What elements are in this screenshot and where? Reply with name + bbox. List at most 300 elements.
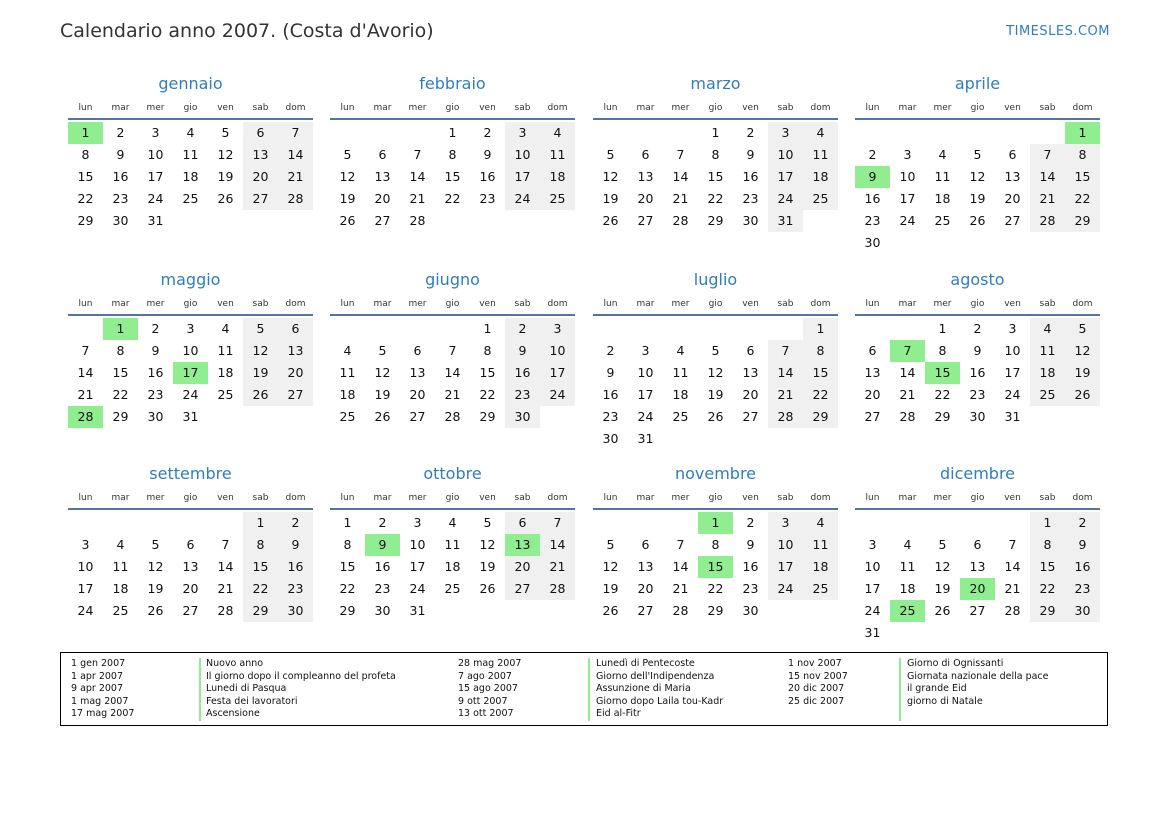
day-cell: 14 — [409, 169, 426, 184]
day-cell: 4 — [540, 122, 575, 144]
day-cell: 8 — [1065, 144, 1100, 166]
weekday-header — [68, 488, 313, 510]
weekday-label: sab — [777, 493, 794, 503]
day-cell: 27 — [1004, 213, 1021, 228]
day-cell: 28 — [444, 409, 461, 424]
day-cell: 19 — [339, 191, 356, 206]
weekday-label: mer — [146, 493, 165, 503]
day-cell: 9 — [746, 537, 755, 552]
legend-dates-col-3 — [788, 658, 848, 708]
day-cell: 22 — [243, 578, 278, 600]
legend-holiday-name: Lunedi di Pasqua — [206, 683, 287, 695]
day-cell: 10 — [768, 144, 803, 166]
empty-cell — [330, 318, 365, 340]
legend-names-col-2 — [596, 658, 723, 721]
day-cell: 2 — [505, 318, 540, 340]
weekday-label: mar — [111, 493, 130, 503]
day-cell: 27 — [182, 603, 199, 618]
day-cell: 29 — [479, 409, 496, 424]
day-cell: 15 — [803, 362, 838, 384]
weekday-label: dom — [810, 299, 831, 309]
weekday-header — [593, 98, 838, 120]
day-cell: 3 — [768, 512, 803, 534]
day-cell: 21 — [278, 166, 313, 188]
legend-holiday-name: Lunedì di Pentecoste — [596, 658, 695, 669]
day-cell: 18 — [672, 387, 689, 402]
holiday-day-cell: 17 — [173, 362, 208, 384]
day-cell: 1 — [243, 512, 278, 534]
weekday-header — [855, 488, 1100, 510]
day-cell: 12 — [479, 537, 496, 552]
day-cell: 19 — [707, 387, 724, 402]
month-name: agosto — [950, 270, 1005, 289]
day-cell: 14 — [540, 534, 575, 556]
day-cell: 5 — [151, 537, 160, 552]
weekday-label: sab — [514, 493, 531, 503]
empty-cell — [768, 318, 803, 340]
weekday-label: gio — [970, 103, 985, 113]
day-cell: 22 — [803, 384, 838, 406]
day-cell: 7 — [676, 147, 685, 162]
legend-holiday-name: Giorno di Ognissanti — [907, 658, 1004, 669]
day-cell: 17 — [540, 362, 575, 384]
month-gennaio — [68, 73, 313, 232]
day-cell: 19 — [217, 169, 234, 184]
day-cell: 18 — [1030, 362, 1065, 384]
weekday-label: dom — [547, 299, 568, 309]
day-cell: 9 — [505, 340, 540, 362]
weekday-label: lun — [603, 299, 618, 309]
day-cell: 6 — [973, 537, 982, 552]
weekday-label: mar — [373, 493, 392, 503]
day-cell: 21 — [409, 191, 426, 206]
day-cell: 15 — [444, 169, 461, 184]
day-cell: 25 — [1030, 384, 1065, 406]
day-cell: 12 — [1065, 340, 1100, 362]
weekday-label: mer — [933, 103, 952, 113]
empty-cell — [593, 122, 628, 144]
day-cell: 13 — [1004, 169, 1021, 184]
weekday-label: mar — [898, 103, 917, 113]
weekday-header — [855, 98, 1100, 120]
empty-cell — [855, 318, 890, 340]
holiday-day-cell: 15 — [925, 362, 960, 384]
legend-date: 1 gen 2007 — [71, 658, 126, 669]
weekday-label: mar — [636, 103, 655, 113]
month-name: settembre — [149, 464, 232, 483]
day-cell: 20 — [742, 387, 759, 402]
legend-holiday-name: Giorno dopo Laila tou-Kadr — [596, 695, 724, 707]
day-cell: 21 — [899, 387, 916, 402]
month-name: maggio — [160, 270, 221, 289]
day-cell: 8 — [803, 340, 838, 362]
day-cell: 26 — [707, 409, 724, 424]
day-cell: 2 — [116, 125, 125, 140]
day-cell: 18 — [540, 166, 575, 188]
day-cell: 22 — [1065, 188, 1100, 210]
weekday-label: mer — [408, 493, 427, 503]
weekday-label: dom — [810, 493, 831, 503]
weekday-label: ven — [479, 103, 496, 113]
legend-holiday-name: Giornata nazionale della pace — [907, 670, 1049, 682]
day-cell: 6 — [641, 147, 650, 162]
empty-cell — [663, 512, 698, 534]
days-grid — [593, 318, 838, 450]
day-cell: 29 — [934, 409, 951, 424]
weekday-label: gio — [445, 493, 460, 503]
day-cell: 7 — [278, 122, 313, 144]
month-name: giugno — [425, 270, 480, 289]
weekday-label: lun — [603, 493, 618, 503]
empty-cell — [995, 122, 1030, 144]
day-cell: 23 — [374, 581, 391, 596]
weekday-label: gio — [970, 299, 985, 309]
day-cell: 30 — [742, 603, 759, 618]
holiday-day-cell: 25 — [890, 600, 925, 622]
legend-date: 20 dic 2007 — [788, 683, 845, 695]
day-cell: 24 — [505, 188, 540, 210]
day-cell: 5 — [938, 537, 947, 552]
weekday-label: ven — [217, 299, 234, 309]
days-grid — [855, 318, 1100, 428]
day-cell: 26 — [217, 191, 234, 206]
weekday-label: ven — [1004, 299, 1021, 309]
day-cell: 6 — [1008, 147, 1017, 162]
day-cell: 4 — [116, 537, 125, 552]
weekday-header — [330, 488, 575, 510]
weekday-label: gio — [445, 299, 460, 309]
day-cell: 21 — [1030, 188, 1065, 210]
day-cell: 6 — [278, 318, 313, 340]
day-cell: 18 — [899, 581, 916, 596]
day-cell: 8 — [711, 147, 720, 162]
day-cell: 2 — [483, 125, 492, 140]
month-dicembre — [855, 463, 1100, 644]
day-cell: 30 — [969, 409, 986, 424]
day-cell: 6 — [505, 512, 540, 534]
day-cell: 11 — [444, 537, 461, 552]
days-grid — [855, 122, 1100, 254]
day-cell: 4 — [186, 125, 195, 140]
day-cell: 31 — [864, 625, 881, 640]
day-cell: 6 — [243, 122, 278, 144]
day-cell: 24 — [409, 581, 426, 596]
empty-cell — [138, 512, 173, 534]
day-cell: 29 — [112, 409, 129, 424]
day-cell: 21 — [768, 384, 803, 406]
day-cell: 19 — [479, 559, 496, 574]
empty-cell — [628, 512, 663, 534]
legend-date: 1 apr 2007 — [71, 670, 124, 682]
weekday-label: lun — [340, 103, 355, 113]
month-name: ottobre — [423, 464, 482, 483]
legend-holiday-name: Festa dei lavoratori — [206, 695, 298, 707]
day-cell: 22 — [707, 191, 724, 206]
day-cell: 16 — [505, 362, 540, 384]
weekday-label: sab — [252, 299, 269, 309]
empty-cell — [960, 512, 995, 534]
day-cell: 10 — [637, 365, 654, 380]
day-cell: 20 — [637, 581, 654, 596]
day-cell: 28 — [899, 409, 916, 424]
day-cell: 15 — [339, 559, 356, 574]
day-cell: 15 — [243, 556, 278, 578]
day-cell: 29 — [77, 213, 94, 228]
legend-marker-3 — [899, 658, 901, 721]
day-cell: 1 — [938, 321, 947, 336]
month-name: marzo — [690, 74, 741, 93]
day-cell: 30 — [1065, 600, 1100, 622]
day-cell: 10 — [768, 534, 803, 556]
day-cell: 26 — [602, 213, 619, 228]
day-cell: 9 — [1065, 534, 1100, 556]
day-cell: 13 — [742, 365, 759, 380]
day-cell: 18 — [182, 169, 199, 184]
day-cell: 23 — [1065, 578, 1100, 600]
day-cell: 1 — [1030, 512, 1065, 534]
weekday-label: gio — [708, 299, 723, 309]
day-cell: 13 — [182, 559, 199, 574]
weekday-label: gio — [183, 103, 198, 113]
day-cell: 24 — [147, 191, 164, 206]
weekday-label: sab — [252, 493, 269, 503]
day-cell: 15 — [479, 365, 496, 380]
day-cell: 28 — [672, 603, 689, 618]
weekday-label: lun — [865, 493, 880, 503]
weekday-label: mar — [636, 299, 655, 309]
empty-cell — [855, 512, 890, 534]
day-cell: 14 — [899, 365, 916, 380]
day-cell: 26 — [602, 603, 619, 618]
day-cell: 24 — [864, 603, 881, 618]
day-cell: 10 — [1004, 343, 1021, 358]
day-cell: 4 — [221, 321, 230, 336]
weekday-label: mer — [408, 103, 427, 113]
weekday-label: sab — [252, 103, 269, 113]
day-cell: 11 — [672, 365, 689, 380]
weekday-label: mar — [898, 493, 917, 503]
day-cell: 9 — [483, 147, 492, 162]
day-cell: 9 — [116, 147, 125, 162]
day-cell: 14 — [278, 144, 313, 166]
day-cell: 21 — [672, 581, 689, 596]
weekday-label: lun — [865, 299, 880, 309]
day-cell: 16 — [112, 169, 129, 184]
day-cell: 15 — [112, 365, 129, 380]
days-grid — [855, 512, 1100, 644]
day-cell: 26 — [147, 603, 164, 618]
month-novembre — [593, 463, 838, 622]
weekday-label: mar — [898, 299, 917, 309]
weekday-label: lun — [340, 299, 355, 309]
weekday-label: lun — [78, 493, 93, 503]
weekday-label: mer — [671, 103, 690, 113]
day-cell: 3 — [81, 537, 90, 552]
day-cell: 29 — [803, 406, 838, 428]
legend-marker-1 — [199, 658, 201, 721]
weekday-label: lun — [340, 493, 355, 503]
day-cell: 25 — [217, 387, 234, 402]
day-cell: 26 — [479, 581, 496, 596]
holiday-day-cell: 1 — [103, 318, 138, 340]
weekday-label: gio — [183, 299, 198, 309]
day-cell: 12 — [243, 340, 278, 362]
month-name: novembre — [674, 464, 757, 483]
empty-cell — [925, 122, 960, 144]
day-cell: 22 — [934, 387, 951, 402]
empty-cell — [435, 318, 470, 340]
day-cell: 20 — [182, 581, 199, 596]
legend-date: 15 nov 2007 — [788, 670, 848, 682]
legend-date: 1 mag 2007 — [71, 695, 129, 707]
day-cell: 3 — [505, 122, 540, 144]
day-cell: 1 — [343, 515, 352, 530]
day-cell: 18 — [112, 581, 129, 596]
day-cell: 21 — [444, 387, 461, 402]
weekday-label: lun — [603, 103, 618, 113]
day-cell: 27 — [409, 409, 426, 424]
legend-date: 7 ago 2007 — [458, 670, 512, 682]
day-cell: 23 — [969, 387, 986, 402]
day-cell: 1 — [448, 125, 457, 140]
day-cell: 7 — [540, 512, 575, 534]
day-cell: 30 — [505, 406, 540, 428]
day-cell: 6 — [746, 343, 755, 358]
empty-cell — [68, 512, 103, 534]
day-cell: 13 — [864, 365, 881, 380]
day-cell: 2 — [378, 515, 387, 530]
holiday-day-cell: 15 — [698, 556, 733, 578]
legend-holiday-name: Il giorno dopo il compleanno del profeta — [206, 670, 396, 682]
day-cell: 28 — [1004, 603, 1021, 618]
day-cell: 29 — [339, 603, 356, 618]
day-cell: 22 — [77, 191, 94, 206]
empty-cell — [208, 512, 243, 534]
empty-cell — [400, 318, 435, 340]
day-cell: 4 — [803, 512, 838, 534]
weekday-label: ven — [479, 299, 496, 309]
day-cell: 3 — [1008, 321, 1017, 336]
day-cell: 24 — [540, 384, 575, 406]
day-cell: 12 — [969, 169, 986, 184]
day-cell: 3 — [868, 537, 877, 552]
day-cell: 2 — [1065, 512, 1100, 534]
day-cell: 2 — [606, 343, 615, 358]
day-cell: 12 — [374, 365, 391, 380]
day-cell: 17 — [77, 581, 94, 596]
day-cell: 18 — [217, 365, 234, 380]
day-cell: 14 — [672, 559, 689, 574]
day-cell: 20 — [374, 191, 391, 206]
day-cell: 18 — [444, 559, 461, 574]
day-cell: 4 — [343, 343, 352, 358]
day-cell: 17 — [147, 169, 164, 184]
day-cell: 3 — [186, 321, 195, 336]
day-cell: 2 — [746, 125, 755, 140]
day-cell: 18 — [803, 166, 838, 188]
day-cell: 23 — [505, 384, 540, 406]
empty-cell — [628, 318, 663, 340]
day-cell: 11 — [803, 534, 838, 556]
empty-cell — [663, 122, 698, 144]
day-cell: 29 — [707, 603, 724, 618]
day-cell: 31 — [637, 431, 654, 446]
day-cell: 25 — [339, 409, 356, 424]
day-cell: 5 — [221, 125, 230, 140]
weekday-label: lun — [78, 103, 93, 113]
day-cell: 12 — [707, 365, 724, 380]
day-cell: 15 — [1030, 556, 1065, 578]
day-cell: 10 — [505, 144, 540, 166]
legend-dates-col-1 — [71, 658, 134, 721]
day-cell: 7 — [1008, 537, 1017, 552]
day-cell: 23 — [112, 191, 129, 206]
weekday-label: mer — [933, 493, 952, 503]
day-cell: 13 — [374, 169, 391, 184]
days-grid — [330, 512, 575, 622]
day-cell: 5 — [1065, 318, 1100, 340]
day-cell: 14 — [1004, 559, 1021, 574]
day-cell: 4 — [803, 122, 838, 144]
day-cell: 14 — [768, 362, 803, 384]
day-cell: 9 — [606, 365, 615, 380]
days-grid — [593, 512, 838, 622]
day-cell: 25 — [182, 191, 199, 206]
day-cell: 8 — [116, 343, 125, 358]
day-cell: 12 — [934, 559, 951, 574]
day-cell: 8 — [343, 537, 352, 552]
day-cell: 27 — [374, 213, 391, 228]
day-cell: 25 — [803, 578, 838, 600]
weekday-label: ven — [742, 493, 759, 503]
day-cell: 31 — [768, 210, 803, 232]
weekday-label: mar — [373, 299, 392, 309]
day-cell: 5 — [378, 343, 387, 358]
weekday-header — [330, 294, 575, 316]
site-link[interactable]: TIMESLES.COM — [1006, 24, 1110, 39]
day-cell: 23 — [278, 578, 313, 600]
day-cell: 22 — [1030, 578, 1065, 600]
day-cell: 18 — [934, 191, 951, 206]
day-cell: 27 — [637, 213, 654, 228]
day-cell: 7 — [448, 343, 457, 358]
day-cell: 18 — [339, 387, 356, 402]
weekday-header — [68, 98, 313, 120]
day-cell: 25 — [540, 188, 575, 210]
legend-date: 25 dic 2007 — [788, 695, 845, 707]
day-cell: 28 — [278, 188, 313, 210]
day-cell: 17 — [637, 387, 654, 402]
weekday-label: gio — [708, 103, 723, 113]
empty-cell — [1030, 122, 1065, 144]
empty-cell — [593, 318, 628, 340]
weekday-header — [855, 294, 1100, 316]
day-cell: 24 — [77, 603, 94, 618]
day-cell: 4 — [938, 147, 947, 162]
day-cell: 30 — [147, 409, 164, 424]
day-cell: 10 — [182, 343, 199, 358]
day-cell: 23 — [742, 581, 759, 596]
day-cell: 9 — [973, 343, 982, 358]
day-cell: 20 — [243, 166, 278, 188]
day-cell: 1 — [483, 321, 492, 336]
weekday-label: dom — [547, 493, 568, 503]
weekday-label: dom — [285, 299, 306, 309]
day-cell: 26 — [243, 384, 278, 406]
day-cell: 27 — [278, 384, 313, 406]
day-cell: 10 — [540, 340, 575, 362]
month-aprile — [855, 73, 1100, 254]
